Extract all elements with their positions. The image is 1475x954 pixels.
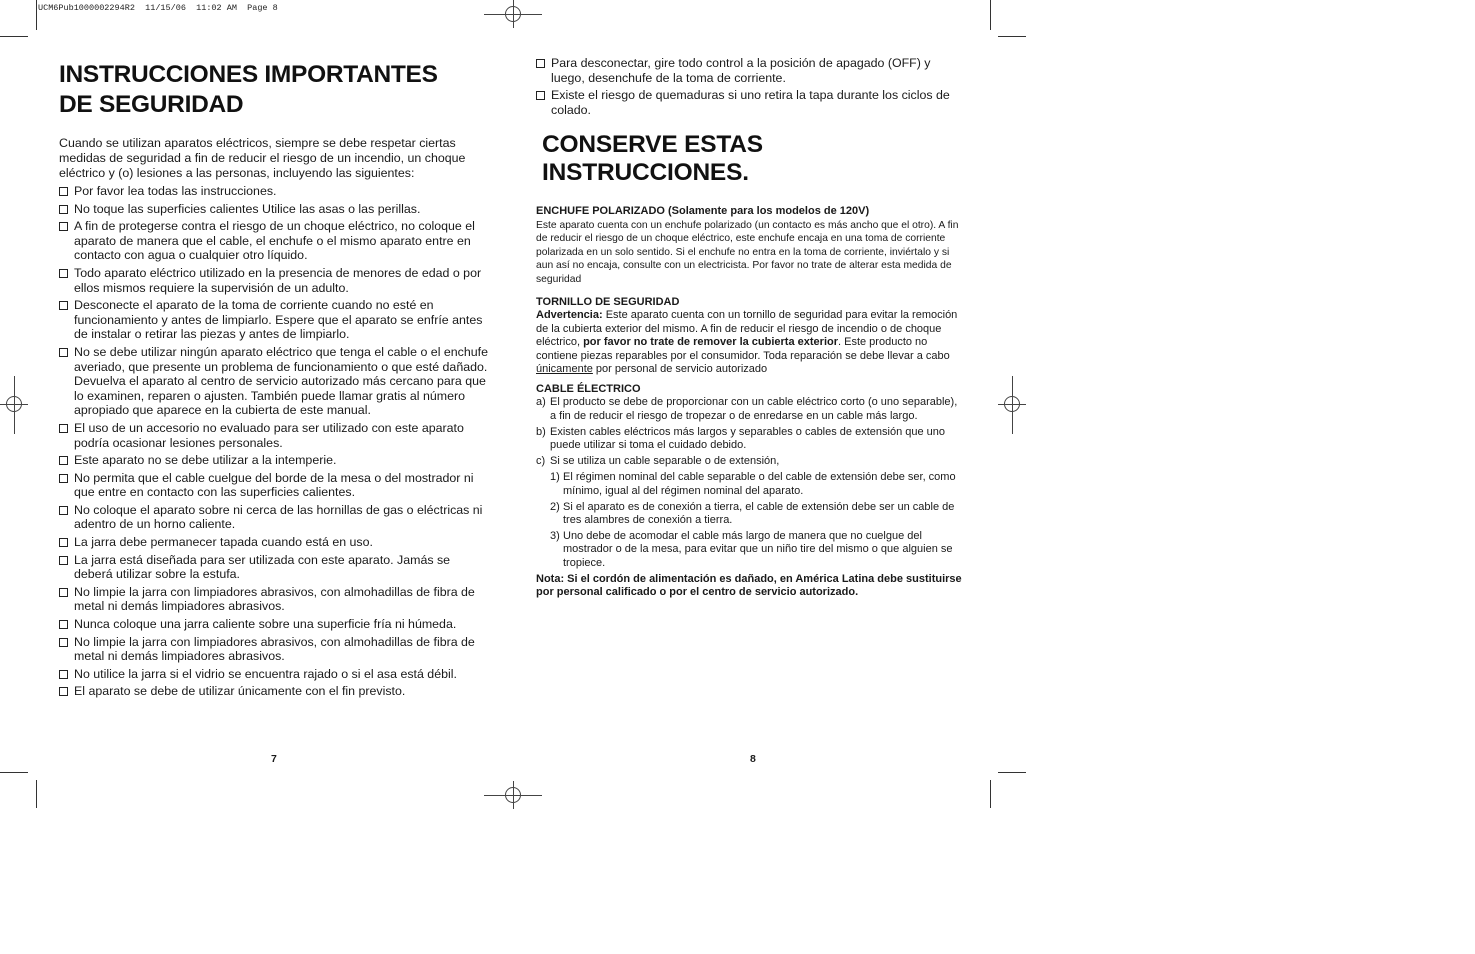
crop-mark <box>998 772 1026 773</box>
list-item-label: a) <box>536 396 546 409</box>
list-item <box>59 266 489 295</box>
list-item <box>59 202 489 217</box>
checkbox-bullet-icon <box>59 456 68 465</box>
list-item-text: Desconecte el aparato de la toma de corriente cuando no esté en funcionamiento y antes de limpiarlo. Espere que el aparato se enfríe antes de instalar o retirar las piezas y antes de limpiarlo. <box>74 298 483 342</box>
plug-body: Este aparato cuenta con un enchufe polarizado (un contacto es más ancho que el otro). A fin de reducir el riesgo de un choque eléctrico, este enchufe encaja en una toma de corriente polarizada en un solo sentido. Si el enchufe no entra en la toma de corriente, inviértalo y si aun así no encaja, consulte con un electricista. Por favor no trate de alterar esta medida de seguridad <box>536 219 959 285</box>
checkbox-bullet-icon <box>59 222 68 231</box>
checkbox-bullet-icon <box>59 670 68 679</box>
list-item <box>536 426 964 452</box>
list-item-text: El uso de un accesorio no evaluado para ser utilizado con este aparato podría ocasionar lesiones personales. <box>74 420 464 450</box>
list-item <box>536 396 964 422</box>
screw-text: . Este producto no contiene piezas reparables por el consumidor. Toda reparación se debe llevar a cabo <box>536 336 950 362</box>
checkbox-bullet-icon <box>59 474 68 483</box>
list-item-text: No se debe utilizar ningún aparato eléctrico que tenga el cable o el enchufe averiado, que presente un problema de funcionamiento o que esté dañado. Devuelva el aparato al centro de servicio autorizado más cercano para que lo examinen, reparen o ajusten. También puede llamar gratis al número apropiado que aparece en la cubierta de este manual. <box>74 344 488 418</box>
checkbox-bullet-icon <box>59 269 68 278</box>
list-item-text: La jarra debe permanecer tapada cuando está en uso. <box>74 535 373 550</box>
list-item-text: Por favor lea todas las instrucciones. <box>74 184 277 198</box>
list-item-label: c) <box>536 455 546 468</box>
checkbox-bullet-icon <box>536 91 545 100</box>
list-item-text: El producto se debe de proporcionar con un cable eléctrico corto (o uno separable), a fin de reducir el riesgo de tropezar o de enredarse en un cable más largo. <box>550 396 958 422</box>
warning-label: Advertencia: <box>536 309 603 322</box>
crop-mark <box>990 0 991 30</box>
list-item-text: Existen cables eléctricos más largos y separables o cables de extensión que uno puede utilizar si toma el cuidado debido. <box>550 425 946 452</box>
checkbox-bullet-icon <box>59 638 68 647</box>
cable-sublist <box>536 471 964 569</box>
list-item-text: No utilice la jarra si el vidrio se encuentra rajado o si el asa está débil. <box>74 666 457 681</box>
list-item <box>536 530 964 570</box>
checkbox-bullet-icon <box>59 687 68 696</box>
list-item-text: Uno debe de acomodar el cable más largo de manera que no cuelgue del mostrador o de la mesa, para evitar que un niño tire del mismo o que alguien se tropiece. <box>563 530 953 569</box>
screw-underline: únicamente <box>536 363 593 376</box>
screw-text: por personal de servicio autorizado <box>592 363 768 376</box>
plug-heading: ENCHUFE POLARIZADO (Solamente para los modelos de 120V) <box>536 205 870 218</box>
page-right <box>536 56 964 611</box>
screw-body <box>536 309 964 377</box>
checkbox-bullet-icon <box>59 348 68 357</box>
list-item <box>536 56 964 85</box>
intro-paragraph: Cuando se utilizan aparatos eléctricos, siempre se debe respetar ciertas medidas de seguridad a fin de reducir el riesgo de un incendio, un choque eléctrico y (o) lesiones a las personas, incluyendo las siguientes: <box>59 136 466 180</box>
crop-mark <box>0 772 28 773</box>
list-item-text: No coloque el aparato sobre ni cerca de las hornillas de gas o eléctricas ni adentro de un horno caliente. <box>74 502 483 532</box>
list-item-text: Si se utiliza un cable separable o de extensión, <box>550 455 780 468</box>
list-item <box>59 553 489 582</box>
list-item <box>59 535 489 550</box>
checkbox-bullet-icon <box>59 424 68 433</box>
safety-list <box>59 184 489 699</box>
list-item-text: Este aparato no se debe utilizar a la intemperie. <box>74 453 337 468</box>
list-item-text: No permita que el cable cuelgue del borde de la mesa o del mostrador ni que entre en contacto con las superficies calientes. <box>74 470 474 500</box>
crop-mark <box>36 0 37 30</box>
screw-text: Este aparato cuenta con un tornillo de seguridad para evitar la remoción de la cubierta exterior del mismo. A fin de reducir el riesgo de incendio o de choque eléctrico, <box>536 309 958 349</box>
safety-list-continued <box>536 56 964 117</box>
list-item <box>59 617 489 632</box>
list-item <box>536 88 964 117</box>
list-item <box>59 503 489 532</box>
list-item-text: La jarra está diseñada para ser utilizada con este aparato. Jamás se deberá utilizar sobre la estufa. <box>74 552 451 582</box>
list-item-text: El aparato se debe de utilizar únicamente con el fin previsto. <box>74 684 406 699</box>
screw-heading: TORNILLO DE SEGURIDAD <box>536 295 680 308</box>
list-item-text: Existe el riesgo de quemaduras si uno retira la tapa durante los ciclos de colado. <box>551 88 950 117</box>
page-number-left: 7 <box>271 753 277 765</box>
list-item-text: Nunca coloque una jarra caliente sobre una superficie fría ni húmeda. <box>74 617 457 632</box>
list-item <box>59 184 489 199</box>
crop-mark <box>36 780 37 808</box>
list-item <box>536 471 964 497</box>
crop-mark <box>0 36 28 37</box>
checkbox-bullet-icon <box>59 620 68 629</box>
list-item <box>59 585 489 614</box>
list-item-label: 2) <box>550 500 560 513</box>
title-line-2: DE SEGURIDAD <box>59 91 244 118</box>
list-item-text: Todo aparato eléctrico utilizado en la presencia de menores de edad o por ellos mismos requiere la supervisión de un adulto. <box>74 265 482 295</box>
list-item-label: 3) <box>550 530 560 543</box>
crop-mark <box>990 780 991 808</box>
checkbox-bullet-icon <box>59 538 68 547</box>
list-item-text: Para desconectar, gire todo control a la posición de apagado (OFF) y luego, desenchufe de la toma de corriente. <box>551 56 931 85</box>
list-item <box>536 501 964 527</box>
checkbox-bullet-icon <box>536 59 545 68</box>
checkbox-bullet-icon <box>59 588 68 597</box>
checkbox-bullet-icon <box>59 556 68 565</box>
list-item-label: b) <box>536 425 546 438</box>
list-item-text: No limpie la jarra con limpiadores abrasivos, con almohadillas de fibra de metal ni demás limpiadores abrasivos. <box>74 634 475 664</box>
page-title <box>59 60 489 120</box>
list-item <box>59 298 489 342</box>
conserve-heading: CONSERVE ESTAS INSTRUCCIONES. <box>542 131 763 187</box>
checkbox-bullet-icon <box>59 506 68 515</box>
page-number-right: 8 <box>750 753 756 765</box>
list-item <box>536 455 964 468</box>
list-item <box>59 635 489 664</box>
checkbox-bullet-icon <box>59 205 68 214</box>
list-item <box>59 684 489 699</box>
title-line-1: INSTRUCCIONES IMPORTANTES <box>59 61 438 88</box>
list-item-text: No toque las superficies calientes Utilice las asas o las perillas. <box>74 201 421 216</box>
list-item-text: A fin de protegerse contra el riesgo de un choque eléctrico, no coloque el aparato de manera que el cable, el enchufe o el mismo aparato entre en contacto con agua o cualquier otro líquido. <box>74 219 475 263</box>
crop-mark <box>998 36 1026 37</box>
cable-heading: CABLE ÉLECTRICO <box>536 382 641 395</box>
list-item-text: No limpie la jarra con limpiadores abrasivos, con almohadillas de fibra de metal ni demás limpiadores abrasivos. <box>74 584 475 614</box>
list-item-text: El régimen nominal del cable separable o del cable de extensión debe ser, como mínimo, igual al del régimen nominal del aparato. <box>563 471 956 497</box>
checkbox-bullet-icon <box>59 301 68 310</box>
cable-list <box>536 396 964 468</box>
list-item <box>59 219 489 263</box>
print-slug: UCM6Pub1000002294R2 11/15/06 11:02 AM Page 8 <box>38 3 278 13</box>
screw-bold: por favor no trate de remover la cubierta exterior <box>583 336 838 349</box>
list-item-label: 1) <box>550 471 560 484</box>
list-item <box>59 421 489 450</box>
list-item-text: Si el aparato es de conexión a tierra, el cable de extensión debe ser un cable de tres alambres de conexión a tierra. <box>563 500 955 527</box>
page-left <box>59 60 489 702</box>
list-item <box>59 667 489 682</box>
checkbox-bullet-icon <box>59 187 68 196</box>
list-item <box>59 471 489 500</box>
note: Nota: Si el cordón de alimentación es dañado, en América Latina debe sustituirse por personal calificado o por el centro de servicio autorizado. <box>536 572 962 599</box>
list-item <box>59 345 489 418</box>
list-item <box>59 453 489 468</box>
